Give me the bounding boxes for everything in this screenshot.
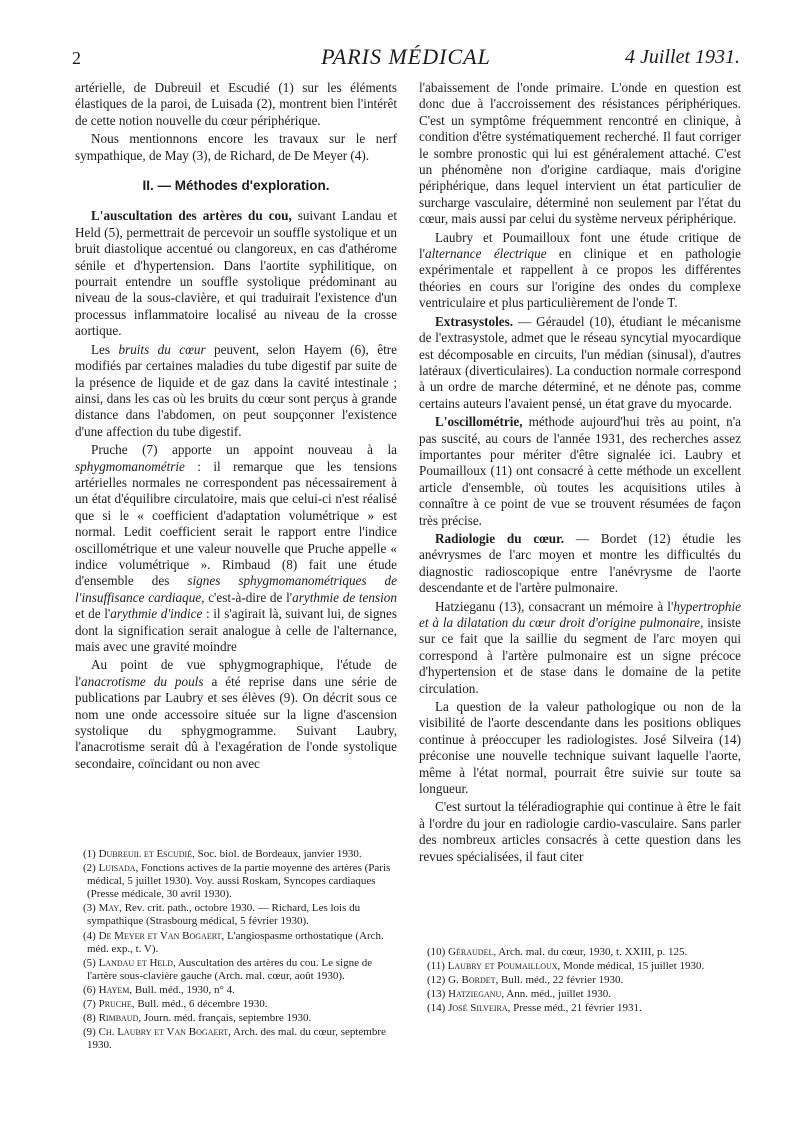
paragraph: [75, 208, 397, 339]
paragraph: [75, 657, 397, 772]
footnote-text: Ann. méd., juillet 1930.: [504, 988, 612, 1001]
paragraph-text: suivant Landau et Held (5), permettrait de percevoir un souffle systolique et un bruit diastolique accentué ou clangoreux, en cas d'athérome sénile et d'hypertension. Dans l'aortite syphilitique, on pourrait entendre un souffle systolique prédominant au niveau de la sous-clavière, et qui traduirait l'existence d'un processus inflammatoire localisé au niveau de la crosse aortique.: [75, 208, 397, 339]
footnote-text: Arch. mal. du cœur, 1930, t. XXIII, p. 125.: [496, 946, 688, 958]
footnote-text: Soc. biol. de Bordeaux, janvier 1930.: [194, 848, 362, 860]
footnote-text: Journ. méd. français, septembre 1930.: [141, 1012, 312, 1025]
emphasis: signes sphygmomanométriques de l'insuffisance cardiaque: [75, 573, 397, 605]
footnotes-left: [75, 848, 397, 1053]
paragraph-text: méthode aujourd'hui très au point, n'a pas suscité, au cours de l'année 1931, des recherches assez importantes pour mériter d'être signalée ici. Laubry et Poumailloux (11) ont consacré à cette méthode un excellent article d'ensemble, où toutes les acquisitions utiles à connaître à ce point de vue se trouvent résumées de façon très précise.: [419, 414, 741, 528]
emphasis: alternance électrique: [425, 246, 547, 262]
paragraph: [419, 414, 741, 529]
emphasis: sphygmomanométrie: [75, 458, 185, 474]
footnote-text: Presse méd., 21 février 1931.: [510, 1002, 642, 1015]
paragraph-text: — Géraudel (10), étudiant le mécanisme de l'extrasystole, admet que le réseau syncytial myocardique est décomposable en circuits, l'un médian (sinusal), d'autres latéraux (diverticulaires). La conduction normale correspond à un ordre de marche déterminé, et ne dénote pas, comme certains auteurs l'avaient pensé, un état grave du myocarde.: [419, 313, 741, 411]
footnote-number: (1): [83, 848, 96, 860]
footnote: [75, 902, 397, 928]
footnote-authors: Pruche,: [98, 998, 135, 1011]
footnote-text: Auscultation des artères du cou. Le signe de l'artère sous-clavière gauche (Arch. mal. cœur, août 1930).: [87, 956, 373, 982]
paragraph: [419, 599, 741, 697]
right-column: [419, 80, 741, 865]
paragraph-text: Laubry et Poumailloux font une étude critique de l': [419, 229, 741, 262]
paragraph-text: Au point de vue sphygmographique, l'étude de l': [75, 657, 397, 689]
paragraph-lead: Extrasystoles.: [435, 313, 514, 329]
emphasis: anacrotisme du pouls: [81, 673, 204, 689]
paragraph: [419, 531, 741, 597]
footnote-number: (12): [427, 974, 446, 987]
paragraph: C'est surtout la téléradiographie qui continue à être le fait à l'ordre du jour en radiologie cardio-vasculaire. Sans parler des nombreux articles consacrés à cette question dans les revues spécialisées, il faut citer: [419, 799, 741, 864]
footnote-authors: Géraudel,: [448, 946, 497, 958]
footnote: [75, 848, 397, 861]
footnote-text: Arch. des mal. du cœur, septembre 1930.: [87, 1026, 386, 1052]
footnote-authors: Hatzieganu,: [448, 988, 505, 1001]
paragraph: Nous mentionnons encore les travaux sur le nerf sympathique, de May (3), de Richard, de De Meyer (4).: [75, 131, 397, 163]
footnote: [419, 974, 741, 987]
footnote-number: (14): [427, 1002, 446, 1015]
footnote-number: (8): [83, 1012, 96, 1025]
footnote-authors: Luisada,: [98, 862, 139, 875]
paragraph-text: — Bordet (12) étudie les anévrysmes de l'arc moyen et montre les difficultés du diagnostic radioscopique entre l'anévrysme de l'aorte descendante et de l'artère pulmonaire.: [419, 530, 742, 596]
emphasis: arythmie de tension: [292, 589, 397, 605]
paragraph-text: , c'est-à-dire de l': [201, 589, 293, 605]
footnote-authors: G. Bordet,: [448, 974, 499, 987]
footnote-authors: Ch. Laubry et Van Bogaert,: [98, 1026, 231, 1039]
paragraph-lead: L'oscillométrie,: [435, 414, 523, 430]
footnote: [75, 998, 397, 1011]
footnote-authors: Landau et Held,: [98, 956, 176, 969]
footnote-authors: May,: [98, 902, 122, 915]
footnote-text: Rev. crit. path., octobre 1930. — Richard, Les lois du sympathique (Strasbourg médical, 5 février 1930).: [87, 902, 361, 928]
footnote: [419, 1002, 741, 1015]
footnote-number: (7): [83, 998, 96, 1011]
emphasis: arythmie d'indice: [110, 606, 203, 622]
footnote: [75, 1026, 397, 1052]
paragraph-text: , insiste sur ce fait que la saillie du segment de l'arc moyen qui correspond à l'artère pulmonaire est un signe précoce d'hypertension et de stase dans le domaine de la petite circulation.: [419, 615, 742, 696]
journal-title: PARIS MÉDICAL: [321, 44, 491, 69]
footnote-text: L'angiospasme orthostatique (Arch. méd. exp., t. V).: [87, 929, 384, 955]
footnote: [419, 988, 741, 1001]
footnote: [75, 930, 397, 956]
page-number: 2: [72, 48, 81, 68]
paragraph: [419, 230, 741, 312]
paragraph-text: Hatzieganu (13), consacrant un mémoire à l': [435, 598, 674, 614]
footnote-authors: José Silveira,: [448, 1002, 511, 1015]
paragraph: l'abaissement de l'onde primaire. L'onde en question est donc due à l'accroissement des résistances périphériques. C'est un symptôme fréquemment rencontré en clinique, à condition d'être systématiquement recherché. Il faut corriger le sombre pronostic qui lui est généralement attaché. C'est un phénomène non d'origine cardiaque, mais d'origine périphérique, dans lequel intervient un état particulier de surcharge vasculaire, déterminé non seulement par l'état du cœur, mais aussi par celui du système nerveux périphérique.: [419, 80, 741, 227]
paragraph-text: a été reprise dans une série de publications par Laubry et ses élèves (9). On décrit sous ce nom une onde accessoire située sur la ligne d'ascension systolique du sphygmogramme. Suivant Laubry, l'anacrotisme serait dû à l'exagération de l'onde systolique secondaire, coïncidant ou non avec: [75, 673, 397, 771]
footnote: [419, 946, 741, 959]
footnote-text: Monde médical, 15 juillet 1930.: [560, 960, 705, 973]
paragraph-text: et de l': [75, 606, 111, 622]
footnote-number: (10): [427, 946, 446, 958]
left-column: [75, 80, 397, 772]
footnote-number: (4): [83, 929, 96, 942]
running-header: [72, 44, 740, 74]
footnote-text: Bull. méd., 1930, n° 4.: [132, 983, 235, 996]
footnote: [75, 862, 397, 901]
paragraph: La question de la valeur pathologique ou non de la visibilité de l'aorte descendante dans les positions obliques continue à préoccuper les radiologistes. José Silveira (14) préconise une nouvelle technique suivant laquelle l'aorte, même à l'état normal, pourrait être suivie sur toute sa longueur.: [419, 699, 741, 797]
footnote-number: (5): [83, 956, 96, 969]
footnote: [419, 960, 741, 973]
footnote: [75, 1012, 397, 1025]
paragraph: [75, 442, 397, 655]
paragraph-text: : il remarque que les tensions artérielles normales ne correspondent pas nécessairement à un état d'équilibre circulatoire, mais que celui-ci n'est réalisé que si le « coefficient d'adaptation volumétrique » est normal. Ledit coefficient serait le rapport entre l'indice oscillométrique et une valeur nouvelle que Pruche appelle « indice volumétrique ». Rimbaud (8) fait une étude d'ensemble des: [75, 458, 397, 589]
paragraph: [419, 314, 741, 412]
paragraph-lead: Radiologie du cœur.: [435, 530, 565, 546]
footnote-authors: Hayem,: [98, 983, 133, 996]
footnote-text: Bull. méd., 22 février 1930.: [498, 974, 624, 987]
paragraph-text: peuvent, selon Hayem (6), être modifiés par certaines maladies du tube digestif par suite de la présence de liquide et de gaz dans la cavité intestinale ; ainsi, dans les cas où les bruits du cœur sont perçus à grande distance dans l'abdomen, on peut soupçonner l'existence d'une affection du tube digestif.: [75, 341, 398, 439]
footnote-authors: De Meyer et Van Bogaert,: [98, 929, 225, 942]
paragraph-text: Pruche (7) apporte un appoint nouveau à la: [91, 442, 397, 458]
issue-date: 4 Juillet 1931.: [625, 46, 740, 68]
paragraph-text: Les: [91, 341, 119, 357]
footnote-text: Bull. méd., 6 décembre 1930.: [134, 998, 268, 1011]
footnote-number: (6): [83, 983, 96, 996]
emphasis: bruits du cœur: [118, 341, 206, 357]
paragraph: artérielle, de Dubreuil et Escudié (1) sur les éléments élastiques de la paroi, de Luisada (2), montrent bien l'intérêt de cette notion nouvelle du cœur périphérique.: [75, 80, 397, 128]
footnote-authors: Rimbaud,: [98, 1012, 142, 1025]
footnote-number: (2): [83, 862, 96, 875]
footnotes-right: [419, 946, 741, 1016]
footnote: [75, 984, 397, 997]
paragraph: [75, 342, 397, 440]
paragraph-lead: L'auscultation des artères du cou,: [91, 208, 292, 224]
footnote-text: Fonctions actives de la partie moyenne des artères (Paris médical, 5 juillet 1930). Voy. aussi Roskam, Syncopes cardiaques (Presse médicale, 30 avril 1930).: [87, 862, 391, 901]
footnote-authors: Laubry et Poumailloux,: [447, 960, 561, 973]
footnote-number: (11): [427, 960, 445, 973]
footnote-number: (3): [83, 902, 96, 915]
section-heading: II. — Méthodes d'exploration.: [142, 178, 330, 194]
paragraph-text: en clinique et en pathologie expérimentale et rappellent à ce propos les différentes théories en cours sur l'origine des ondes du complexe ventriculaire et plus particulièrement de l'onde T.: [419, 246, 741, 311]
footnote: [75, 957, 397, 983]
footnote-number: (9): [83, 1026, 96, 1039]
paragraph-text: : il s'agirait là, suivant lui, de signes dont la signification serait analogue à celle de l'alternance, mais avec une gravité moindre: [75, 606, 397, 654]
footnote-authors: Dubreuil et Escudié,: [98, 848, 195, 860]
emphasis: hypertrophie et à la dilatation du cœur droit d'origine pulmonaire: [419, 598, 741, 630]
footnote-number: (13): [427, 988, 446, 1001]
